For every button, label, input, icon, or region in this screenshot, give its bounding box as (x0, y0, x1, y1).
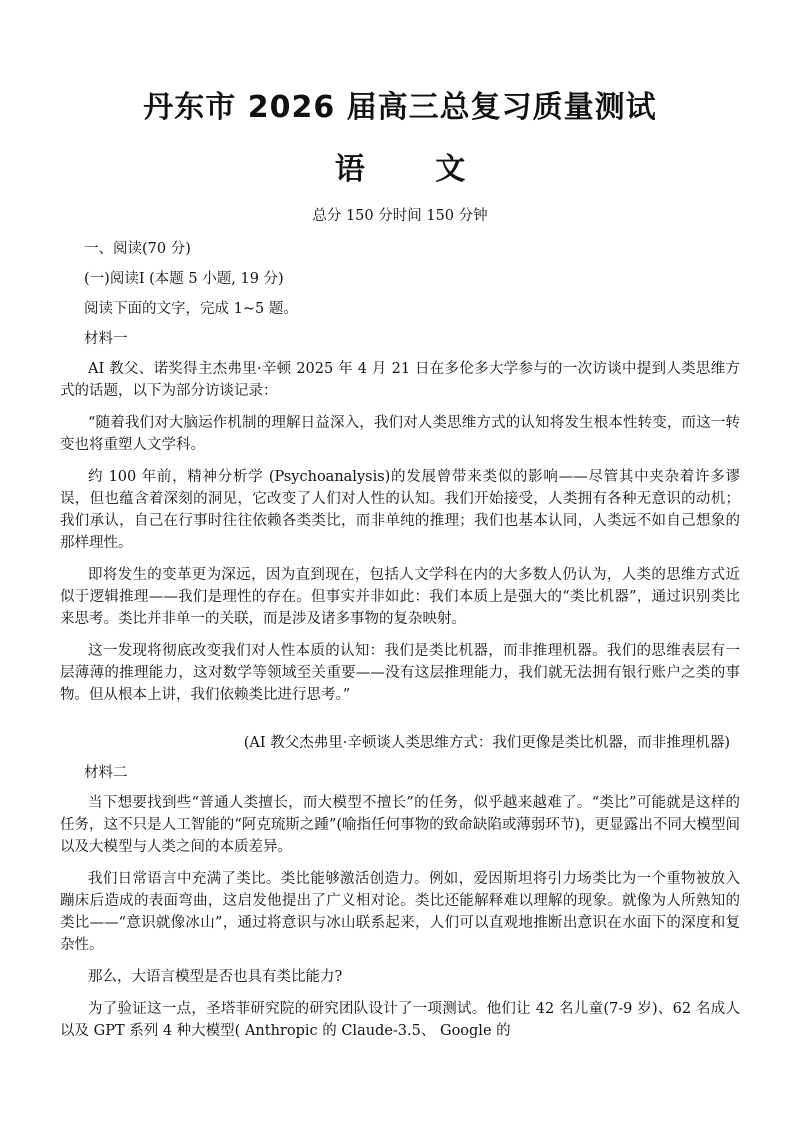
score-time-line: 总分 150 分时间 150 分钟 (312, 208, 488, 224)
sub-section-heading: (一)阅读Ⅰ (本题 5 小题, 19 分) (84, 271, 284, 287)
material-one-paragraph-4: 即将发生的变革更为深远，因为直到现在，包括人文学科在内的大多数人仍认为，人类的思维方式近似于逻辑推理——我们是理性的存在。但事实并非如此：我们本质上是强大的“类比机器”，通过识别类比来思考。类比并非单一的关联，而是涉及诸多事物的复杂映射。 (60, 567, 740, 627)
material-two-label: 材料二 (84, 765, 128, 781)
exam-title: 丹东市 2026 届高三总复习质量测试 (143, 90, 657, 125)
material-one-paragraph-1: AI 教父、诺奖得主杰弗里·辛顿 2025 年 4 月 21 日在多伦多大学参与的一次访谈中提到人类思维方式的话题，以下为部分访谈记录： (60, 361, 740, 399)
material-one-label: 材料一 (84, 331, 128, 347)
material-two-paragraph-2: 我们日常语言中充满了类比。类比能够激活创造力。例如，爱因斯坦将引力场类比为一个重物被放入蹦床后造成的表面弯曲，这启发他提出了广义相对论。类比还能解释难以理解的现象。就像为人所熟知的类比——“意识就像冰山”，通过将意识与冰山联系起来，人们可以直观地推断出意识在水面下的深度和复杂性。 (60, 871, 740, 953)
material-one-paragraph-5: 这一发现将彻底改变我们对人性本质的认知：我们是类比机器，而非推理机器。我们的思维表层有一层薄薄的推理能力，这对数学等领域至关重要——没有这层推理能力，我们就无法拥有银行账户之类的事物。但从根本上讲，我们依赖类比进行思考。” (60, 643, 740, 703)
material-two-paragraph-4: 为了验证这一点，圣塔菲研究院的研究团队设计了一项测试。他们让 42 名儿童(7-9 岁)、62 名成人以及 GPT 系列 4 种大模型( Anthropic 的 Claude-3.5、 Google 的 (60, 1001, 740, 1039)
material-one-paragraph-3: 约 100 年前，精神分析学 (Psychoanalysis)的发展曾带来类似的影响——尽管其中夹杂着许多谬误，但也蕴含着深刻的洞见，它改变了人们对人性的认知。我们开始接受，人类拥有各种无意识的动机；我们承认，自己在行事时往往依赖各类类比，而非单纯的推理；我们也基本认同，人类远不如自己想象的那样理性。 (60, 469, 740, 551)
material-two-paragraph-3: 那么，大语言模型是否也具有类比能力? (88, 969, 343, 985)
instruction-line: 阅读下面的文字，完成 1~5 题。 (84, 301, 298, 317)
subject-title: 语 文 (334, 152, 496, 187)
section-heading: 一、阅读(70 分) (84, 241, 191, 257)
material-one-paragraph-2: “随着我们对大脑运作机制的理解日益深入，我们对人类思维方式的认知将发生根本性转变，而这一转变也将重塑人文学科。 (60, 415, 740, 453)
material-two-paragraph-1: 当下想要找到些“普通人类擅长，而大模型不擅长”的任务，似乎越来越难了。“类比”可能就是这样的任务，这不只是人工智能的“阿克琉斯之踵”(喻指任何事物的致命缺陷或薄弱环节)，更显露出不同大模型间以及大模型与人类之间的本质差异。 (60, 795, 740, 855)
material-one-source: (AI 教父杰弗里·辛顿谈人类思维方式：我们更像是类比机器，而非推理机器) (243, 735, 730, 751)
